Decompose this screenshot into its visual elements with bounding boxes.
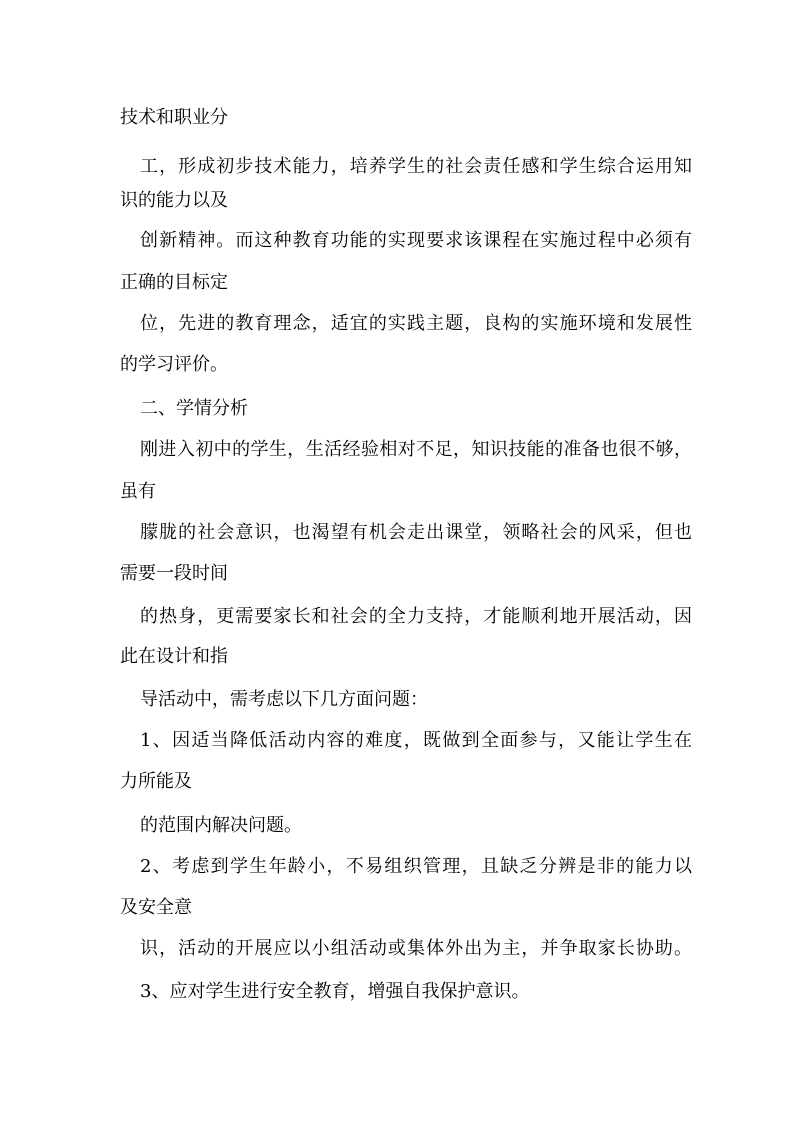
text-line: 此在设计和指 [120,646,228,667]
text-line: 工，形成初步技术能力，培养学生的社会责任感和学生综合运用知 [140,156,692,177]
list-item: 2、考虑到学生年龄小，不易组织管理，且缺乏分辨是非的能力以 [140,856,692,877]
text-line: 朦胧的社会意识，也渴望有机会走出课堂，领略社会的风采，但也 [140,522,692,543]
text-line: 正确的目标定 [120,272,228,293]
text-line: 的范围内解决问题。 [140,815,302,836]
section-heading: 二、学情分析 [140,398,248,419]
text-line: 力所能及 [120,771,192,792]
text-line: 的热身，更需要家长和社会的全力支持，才能顺利地开展活动，因 [140,606,692,627]
list-item: 1、因适当降低活动内容的难度，既做到全面参与，又能让学生在 [140,730,692,751]
text-line: 虽有 [120,481,156,502]
text-line: 需要一段时间 [120,563,228,584]
text-line: 位，先进的教育理念，适宜的实践主题，良构的实施环境和发展性 [140,313,692,334]
text-line: 导活动中，需考虑以下几方面问题： [140,689,428,710]
text-line: 识的能力以及 [120,190,228,211]
text-line: 创新精神。而这种教育功能的实现要求该课程在实施过程中必须有 [140,230,692,251]
text-line: 的学习评价。 [120,354,228,375]
text-line: 及安全意 [120,897,192,918]
text-line: 技术和职业分 [120,107,228,128]
list-item: 3、应对学生进行安全教育，增强自我保护意识。 [140,981,530,1002]
text-line: 识，活动的开展应以小组活动或集体外出为主，并争取家长协助。 [140,938,692,959]
text-line: 刚进入初中的学生，生活经验相对不足，知识技能的准备也很不够， [140,439,692,460]
